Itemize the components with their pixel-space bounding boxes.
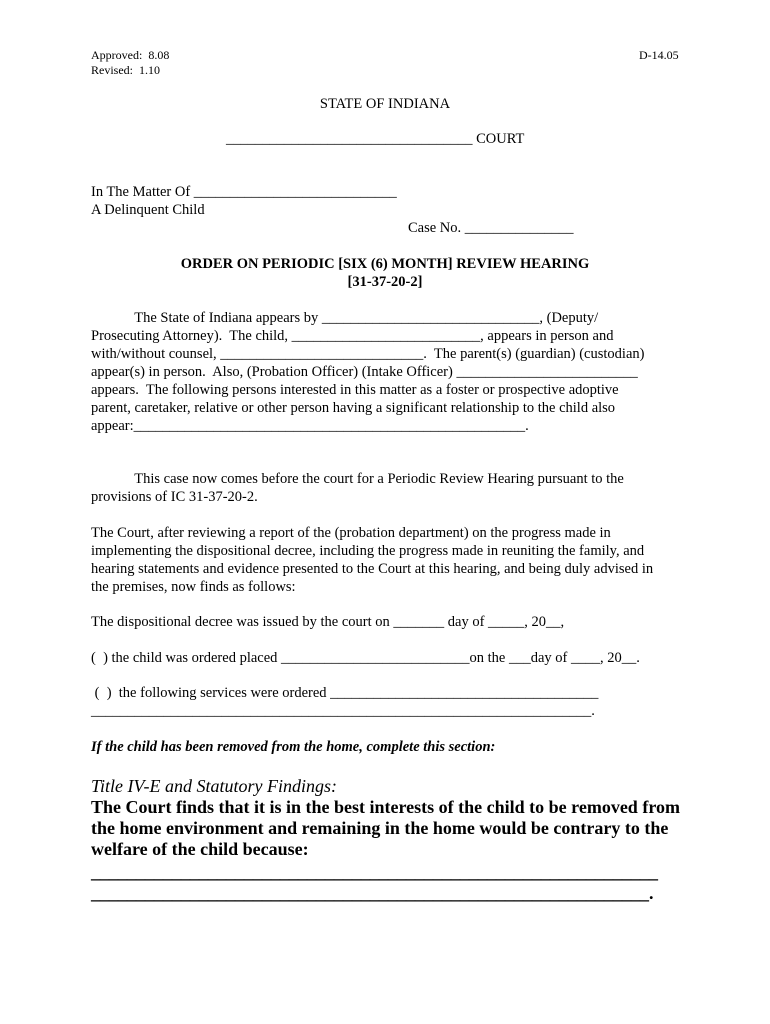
case-number-line: Case No. _______________ [408, 220, 574, 236]
appearances-line: The State of Indiana appears by ______________________________, (Deputy/ [91, 310, 599, 326]
appearances-line: appear(s) in person. Also, (Probation Officer) (Intake Officer) _________________________ [91, 364, 638, 380]
revised-date: Revised: 1.10 [91, 63, 160, 77]
state-heading: STATE OF INDIANA [319, 96, 451, 112]
finding-blank-line: ______________________________________________________________. [91, 883, 654, 903]
appearances-line: with/without counsel, ____________________________. The parent(s) (guardian) (custodian) [91, 346, 645, 362]
services-ordered-line: _____________________________________________________________________. [91, 703, 595, 719]
approved-date: Approved: 8.08 [91, 48, 170, 62]
case-before-court-line: provisions of IC 31-37-20-2. [91, 489, 258, 505]
court-review-line: The Court, after reviewing a report of the (probation department) on the progress made in [91, 525, 611, 541]
appearances-line: appears. The following persons interested in this matter as a foster or prospective adoptive [91, 382, 619, 398]
court-line: __________________________________ COURT [226, 131, 525, 147]
title-ive-heading: Title IV-E and Statutory Findings: [91, 776, 337, 796]
court-finding-statement: The Court finds that it is in the best interests of the child to be removed from the home environment and remaining in the home would be contrary to the welfare of the child because: [91, 797, 680, 859]
removed-instruction: If the child has been removed from the home, complete this section: [91, 739, 496, 755]
form-number: D-14.05 [639, 48, 679, 62]
statute-citation: [31-37-20-2] [347, 274, 423, 290]
case-before-court-line: This case now comes before the court for a Periodic Review Hearing pursuant to the [91, 471, 624, 487]
services-ordered-line: ( ) the following services were ordered _____________________________________ [91, 685, 599, 701]
delinquent-child-label: A Delinquent Child [91, 202, 205, 218]
matter-of-line: In The Matter Of ____________________________ [91, 184, 397, 200]
appearances-line: parent, caretaker, relative or other person having a significant relationship to the child also [91, 400, 616, 416]
court-review-line: hearing statements and evidence presented to the Court at this hearing, and being duly advised in [91, 561, 654, 577]
appearances-line: Prosecuting Attorney). The child, __________________________, appears in person and [91, 328, 614, 344]
appearances-line: appear:______________________________________________________. [91, 418, 529, 434]
court-review-line: the premises, now finds as follows: [91, 579, 296, 595]
order-title: ORDER ON PERIODIC [SIX (6) MONTH] REVIEW HEARING [180, 256, 590, 272]
decree-issued-line: The dispositional decree was issued by the court on _______ day of _____, 20__, [91, 614, 565, 630]
child-placed-line: ( ) the child was ordered placed __________________________on the ___day of ____, 20__. [91, 650, 640, 666]
court-review-line: implementing the dispositional decree, including the progress made in reuniting the family, and [91, 543, 645, 559]
finding-blank-line: _______________________________________________________________ [91, 862, 658, 882]
